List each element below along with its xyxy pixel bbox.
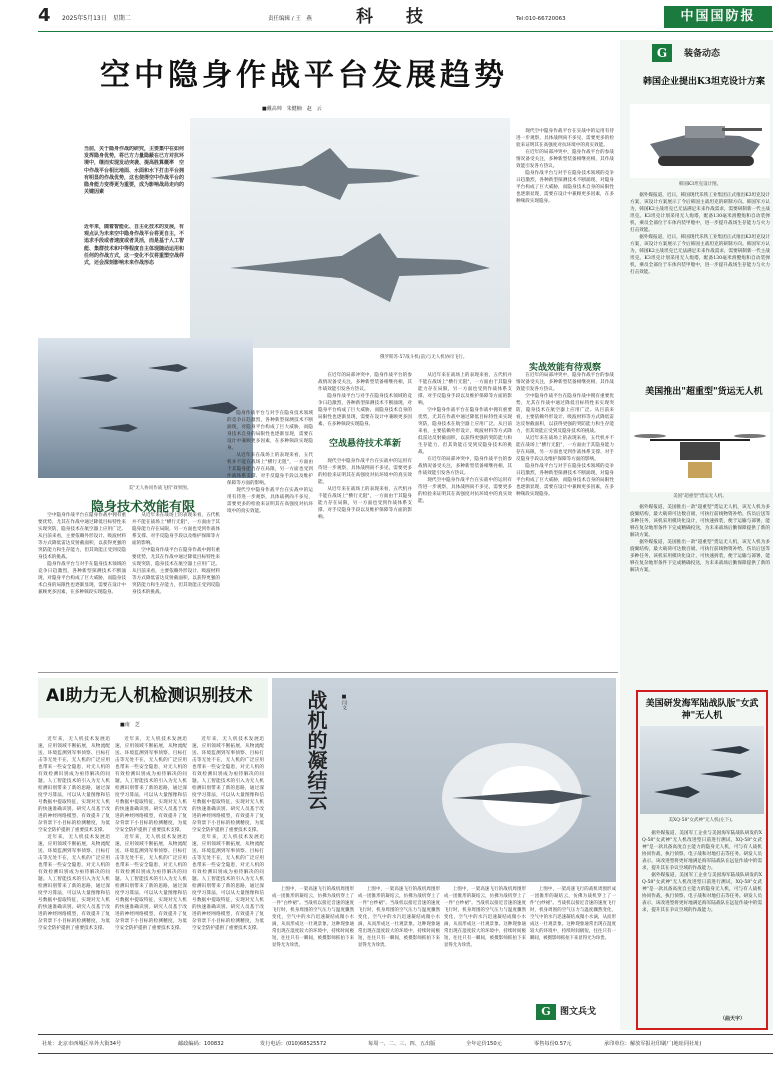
poem-title: 战机的凝结云	[304, 690, 328, 810]
sidebar-item1-text	[630, 192, 770, 378]
para: 从近年来在战场上的表现来看，五代机并不能在战场上"横行无阻"，一方面由于其隐身能力存在局限，另一方面也受到作战体系支撑、对手反隐身手段以及维护保障等方面的影响。	[227, 453, 313, 486]
footer-address: 社址：北京市西城区阜外大街34号	[42, 1041, 122, 1047]
para: 从近年来在战场上的表现来看，五代机并不能在战场上"横行无阻"，一方面由于其隐身能力存在局限，另一方面也受到作战体系支撑、对手反隐身手段以及维护保障等方面的影响。	[132, 513, 220, 546]
poem-col-2	[358, 886, 440, 1026]
para: 近年来，无人机技术发展迅速，应用领域不断拓展，从物流配送、环境监测到军事侦察、目标打击等无处不在，无人机的广泛应用也带来一些安全隐患，对无人机的有效检测识别成为亟待解决的问题。人工智能技术的引入为无人机检测识别带来了新的思路，通过深度学习算法，可以从大量图像和信号数据中提取特征，实现对无人机的快速准确识别。研究人员基于改进的神经网络模型，有效提升了复杂背景下小目标的检测精度，为低空安全防护提供了重要技术支撑。	[115, 737, 187, 833]
drone-icons	[38, 338, 253, 478]
para: 从近年来在战场上的表现来看，五代机并不能在战场上"横行无阻"，一方面由于其隐身能力存在局限，另一方面也受到作战体系支撑、对手反隐身手段以及维护保障等方面的影响。	[318, 487, 412, 520]
para: 在近年的局部冲突中，隐身作战平台的参战情况备受关注，多种新型装备相继亮相，其作战效能引发各方热议。	[418, 457, 512, 476]
section-heading-3: 空战悬待技术革新	[328, 439, 401, 449]
para: 空中隐身作战平台在隐身作战中拥有重要优势，尤其在作战中通过降低目标特性来实现突防，隐身技术在航空器上应用广泛。从目前来看，主要依赖外形设计、吸波材料等方式降低雷达反射截面积，以获得更强的突防能力和生存能力，但其效能正受到反隐身技术的挑战。	[418, 408, 512, 455]
caption-k3: 韩国K3坦克设计图。	[678, 182, 722, 187]
footer-retail: 零售每份0.57元	[534, 1041, 572, 1047]
para: 据外媒报道，美国推出一款"超重型"货运无人机，该无人机为多旋翼结构，最大载荷可达数百磅，可执行前线物资补给、伤员后送等多种任务，该机采用模块化设计，可快速拆装，便于运输与部署，能够在复杂地形条件下完成精确投送，为未来战场后勤保障提供了新的解决方案。	[630, 505, 770, 538]
g-logo-icon: G	[652, 44, 672, 62]
para: 隐身作战平台与对手在隐身技术领域的竞争日趋激烈，各种新型探测技术不断涌现，对隐身平台构成了巨大威胁，而隐身技术自身的局限性也逐渐显现，需要在设计中兼顾更多因素，在多种频段实现隐身。	[227, 411, 313, 451]
para: 上图中，一架高速飞行的战机周围形成一团锥形的凝结云，仿佛为战机穿上了一件"白纱裙"。当战机以接近音速的速度飞行时，机身周围的空气压力与温度骤然变化，空气中的水汽迅速凝结成微小水滴，从而形成这一壮观景象。这种现象通常出现在湿度较大的环境中，持续时间极短，往往只有一瞬间，被摄影师抓拍下来显得尤为珍贵。	[358, 887, 440, 948]
tuwen-bingge-label	[536, 1002, 616, 1024]
para: 现代空中隐身作战平台在实战中的运用有待进一步观察，具体战例尚不多见，需要更多的检验来证明其在高强度对抗环境中的真实效能。	[418, 478, 512, 504]
ai-article-byline: ■南 芝	[120, 722, 140, 728]
ai-article-title: AI助力无人机检测识别技术	[46, 686, 253, 706]
para: 据外媒报道，美国军工企业与美国海军陆战队研发的XQ-58"女武神"无人机改进型日前进行测试，XQ-58"女武神"是一款具备高度自主能力的隐身无人机，可与有人战机协同作战，执行侦察、电子战和对地打击等任务。研发人员表示，该改进型将更好地满足海军陆战队在远征作战中的需求，提升其在争议空域的作战能力。	[642, 873, 762, 913]
para: 近年来，无人机技术发展迅速，应用领域不断拓展，从物流配送、环境监测到军事侦察、目标打击等无处不在，无人机的广泛应用也带来一些安全隐患，对无人机的有效检测识别成为亟待解决的问题。人工智能技术的引入为无人机检测识别带来了新的思路，通过深度学习算法，可以从大量图像和信号数据中提取特征，实现对无人机的快速准确识别。研究人员基于改进的神经网络模型，有效提升了复杂背景下小目标的检测精度，为低空安全防护提供了重要技术支撑。	[192, 737, 264, 833]
tank-icon	[630, 104, 770, 178]
footer-schedule: 每周一、二、三、四、五出版	[368, 1041, 436, 1047]
drone-swarm-photo	[38, 338, 253, 478]
para: 近年来，无人机技术发展迅速，应用领域不断拓展，从物流配送、环境监测到军事侦察、目标打击等无处不在，无人机的广泛应用也带来一些安全隐患，对无人机的有效检测识别成为亟待解决的问题。人工智能技术的引入为无人机检测识别带来了新的思路，通过深度学习算法，可以从大量图像和信号数据中提取特征，实现对无人机的快速准确识别。研究人员基于改进的神经网络模型，有效提升了复杂背景下小目标的检测精度，为低空安全防护提供了重要技术支撑。	[192, 835, 264, 931]
g-logo-icon: G	[536, 1004, 556, 1020]
para: 空中隐身作战平台在隐身作战中拥有重要优势，尤其在作战中通过降低目标特性来实现突防，隐身技术在航空器上应用广泛。从目前来看，主要依赖外形设计、吸波材料等方式降低雷达反射截面积，以获得更强的突防能力和生存能力，但其效能正受到反隐身技术的挑战。	[516, 394, 614, 434]
editor: 责任编辑 / 王 燕	[268, 16, 312, 22]
main-col-2	[132, 512, 220, 664]
para: 据外媒报道，美国军工企业与美国海军陆战队研发的XQ-58"女武神"无人机改进型日前进行测试，XQ-58"女武神"是一款具备高度自主能力的隐身无人机，可与有人战机协同作战，执行侦察、电子战和对地打击等任务。研发人员表示，该改进型将更好地满足海军陆战队在远征作战中的需求，提升其在争议空域的作战能力。	[642, 831, 762, 871]
para: 隐身作战平台与对手在隐身技术领域的竞争日趋激烈，各种新型探测技术不断涌现，对隐身平台构成了巨大威胁，而隐身技术自身的局限性也逐渐显现，需要在设计中兼顾更多因素，在多种频段实现隐身。	[318, 394, 412, 427]
poem-col-4	[530, 886, 616, 996]
page-header	[38, 6, 773, 32]
page-number: 4	[38, 5, 51, 26]
main-intro-2: 近年来，随着智能化、自主化技术的发展，有观点认为未来空中隐身作战平台将更自主，不追求手段或者速度或者灵活，而是基于人工智能、集群技术和中等程度自主体现随动运用和任何的作战方式，这一变化不仅将重塑空战样式，还会深刻影响未来作战形态	[84, 224, 184, 267]
editor-tel: Tel:010-66720063	[516, 16, 566, 22]
ai-col-2	[115, 736, 187, 1026]
para: 从近年来在战场上的表现来看，五代机并不能在战场上"横行无阻"，一方面由于其隐身能力存在局限，另一方面也受到作战体系支撑、对手反隐身手段以及维护保障等方面的影响。	[516, 436, 614, 462]
para: 隐身作战平台与对手在隐身技术领域的竞争日趋激烈，各种新型探测技术不断涌现，对隐身平台构成了巨大威胁，而隐身技术自身的局限性也逐渐显现，需要在设计中兼顾更多因素，在多种频段实现隐身。	[516, 464, 614, 497]
main-col-5	[418, 372, 512, 664]
para: 上图中，一架高速飞行的战机周围形成一团锥形的凝结云，仿佛为战机穿上了一件"白纱裙"。当战机以接近音速的速度飞行时，机身周围的空气压力与温度骤然变化，空气中的水汽迅速凝结成微小水滴，从而形成这一壮观景象。这种现象通常出现在湿度较大的环境中，持续时间极短，往往只有一瞬间，被摄影师抓拍下来显得尤为珍贵。	[272, 887, 354, 948]
para: 据外媒报道，美国推出一款"超重型"货运无人机，该无人机为多旋翼结构，最大载荷可达数百磅，可执行前线物资补给、伤员后送等多种任务，该机采用模块化设计，可快速拆装，便于运输与部署，能够在复杂地形条件下完成精确投送，为未来战场后勤保障提供了新的解决方案。	[630, 540, 770, 573]
caption-cargo-drone: 美国"超重型"货运无人机。	[673, 494, 727, 499]
newspaper-logo: 中国国防报	[664, 6, 772, 28]
caption-su57: 俄罗斯苏-57战斗机(前)与无人机协同飞行。	[380, 355, 468, 360]
caption-drones: 美"无人协同作战飞机"效果图。	[128, 486, 192, 491]
para: 现代空中隐身作战平台在实战中的运用有待进一步观察，具体战例尚不多见，需要更多的检验来证明其在高强度对抗环境中的真实效能。	[318, 459, 412, 485]
page-footer	[38, 1034, 773, 1054]
sidebar-item2-text	[630, 504, 770, 684]
sidebar-section-title: 装备动态	[684, 49, 721, 59]
footer-tel: 发行电话：(010)68525572	[260, 1041, 327, 1047]
para: 现代空中隐身作战平台在实战中的运用有待进一步观察，具体战例尚不多见，需要更多的检验来证明其在高强度对抗环境中的真实效能。	[516, 129, 614, 148]
section-heading-2: 实战效能有待观察	[528, 363, 601, 373]
para: 隐身作战平台与对手在隐身技术领域的竞争日趋激烈，各种新型探测技术不断涌现，对隐身平台构成了巨大威胁，而隐身技术自身的局限性也逐渐显现，需要在设计中兼顾更多因素，在多种频段实现隐身。	[38, 562, 126, 595]
k3-tank-image	[630, 104, 770, 178]
sidebar-item1-title: 韩国企业提出K3坦克设计方案	[642, 77, 766, 87]
ai-col-1	[38, 736, 110, 1026]
issue-date: 2025年5月13日 星期二	[62, 15, 131, 22]
main-article-byline: ■戴高帅 朱健楠 赵 云	[262, 106, 322, 112]
footer-printer: 承印单位：解放军报社印刷厂(地址同社址)	[604, 1041, 702, 1047]
main-article-title: 空中隐身作战平台发展趋势	[100, 58, 508, 93]
para: 空中隐身作战平台在隐身作战中拥有重要优势，尤其在作战中通过降低目标特性来实现突防，隐身技术在航空器上应用广泛。从目前来看，主要依赖外形设计、吸波材料等方式降低雷达反射截面积，以获得更强的突防能力和生存能力，但其效能正受到反隐身技术的挑战。	[132, 548, 220, 595]
valkyrie-image	[640, 726, 764, 814]
su57-photo	[190, 118, 510, 348]
main-col-1	[38, 512, 126, 664]
fighter-jets-illustration	[190, 118, 510, 348]
para: 近年来，无人机技术发展迅速，应用领域不断拓展，从物流配送、环境监测到军事侦察、目标打击等无处不在，无人机的广泛应用也带来一些安全隐患，对无人机的有效检测识别成为亟待解决的问题。人工智能技术的引入为无人机检测识别带来了新的思路，通过深度学习算法，可以从大量图像和信号数据中提取特征，实现对无人机的快速准确识别。研究人员基于改进的神经网络模型，有效提升了复杂背景下小目标的检测精度，为低空安全防护提供了重要技术支撑。	[38, 835, 110, 931]
para: 据外媒报道，近日，韩国现代乐铁工业集团正式推出K3坦克设计方案，该设计方案展示了今后韩国主战坦克的研制方向。韩国军方认为，韩国K2主战坦克已无法满足未来作战需求，需要研制新一代主战坦克。K3坦克计划采用无人炮塔，配备130毫米滑膛炮和自动装弹机，乘员全部位于车体内装甲舱中，进一步提升战场生存能力与火力打击效能。	[630, 193, 770, 233]
ai-col-3	[192, 736, 264, 1026]
poem-col-1	[272, 886, 354, 1026]
para: 近年来，无人机技术发展迅速，应用领域不断拓展，从物流配送、环境监测到军事侦察、目标打击等无处不在，无人机的广泛应用也带来一些安全隐患，对无人机的有效检测识别成为亟待解决的问题。人工智能技术的引入为无人机检测识别带来了新的思路，通过深度学习算法，可以从大量图像和信号数据中提取特征，实现对无人机的快速准确识别。研究人员基于改进的神经网络模型，有效提升了复杂背景下小目标的检测精度，为低空安全防护提供了重要技术支撑。	[38, 737, 110, 833]
valkyrie-drones-icon	[640, 726, 764, 814]
main-intro: 当前，关于隐身作战的研究，主要集中在如何发挥隐身优势，将已方力量隐蔽在已方对抗环境中，继而实现发动突袭、提高胜算概率 空中作战平台相比地面、水面和水下打击平台拥有明显的作战优势，这也使得空中作战平台的隐身能力变得更为重要，成为影响战局走向的关键因素	[84, 146, 184, 196]
footer-postcode: 邮政编码：100832	[178, 1041, 224, 1047]
main-col-6	[516, 128, 614, 350]
para: 上图中，一架高速飞行的战机周围形成一团锥形的凝结云，仿佛为战机穿上了一件"白纱裙"。当战机以接近音速的速度飞行时，机身周围的空气压力与温度骤然变化，空气中的水汽迅速凝结成微小水滴，从而形成这一壮观景象。这种现象通常出现在湿度较大的环境中，持续时间极短，往往只有一瞬间，被摄影师抓拍下来显得尤为珍贵。	[444, 887, 526, 948]
cargo-drone-image	[630, 412, 770, 492]
main-col-3	[227, 410, 313, 665]
para: 上图中，一架高速飞行的战机周围形成一团锥形的凝结云，仿佛为战机穿上了一件"白纱裙"。当战机以接近音速的速度飞行时，机身周围的空气压力与温度骤然变化，空气中的水汽迅速凝结成微小水滴，从而形成这一壮观景象。这种现象通常出现在湿度较大的环境中，持续时间极短，往往只有一瞬间，被摄影师抓拍下来显得尤为珍贵。	[530, 887, 616, 941]
footer-price: 全年定价150元	[466, 1041, 502, 1047]
para: 据外媒报道，近日，韩国现代乐铁工业集团正式推出K3坦克设计方案，该设计方案展示了今后韩国主战坦克的研制方向。韩国军方认为，韩国K2主战坦克已无法满足未来作战需求，需要研制新一代主战坦克。K3坦克计划采用无人炮塔，配备130毫米滑膛炮和自动装弹机，乘员全部位于车体内装甲舱中，进一步提升战场生存能力与火力打击效能。	[630, 235, 770, 275]
section-heading-1: 隐身技术效能有限	[90, 500, 195, 515]
sidebar-item3-author: （曲天宇）	[720, 1016, 746, 1022]
tuwen-bingge-text: 图文兵戈	[560, 1007, 597, 1017]
main-col-7	[516, 372, 614, 664]
section-title: 科 技	[356, 7, 431, 27]
main-col-4	[318, 372, 412, 664]
para: 近年来，无人机技术发展迅速，应用领域不断拓展，从物流配送、环境监测到军事侦察、目标打击等无处不在，无人机的广泛应用也带来一些安全隐患，对无人机的有效检测识别成为亟待解决的问题。人工智能技术的引入为无人机检测识别带来了新的思路，通过深度学习算法，可以从大量图像和信号数据中提取特征，实现对无人机的快速准确识别。研究人员基于改进的神经网络模型，有效提升了复杂背景下小目标的检测精度，为低空安全防护提供了重要技术支撑。	[115, 835, 187, 931]
sidebar-item3-text	[642, 830, 762, 1014]
caption-valkyrie: 美XQ-58"女武神"无人机(左下)。	[668, 818, 736, 823]
sidebar-item2-title: 美国推出"超重型"货运无人机	[645, 387, 763, 397]
para: 空中隐身作战平台在隐身作战中拥有重要优势，尤其在作战中通过降低目标特性来实现突防，隐身技术在航空器上应用广泛。从目前来看，主要依赖外形设计、吸波材料等方式降低雷达反射截面积，以获得更强的突防能力和生存能力，但其效能正受到反隐身技术的挑战。	[38, 513, 126, 560]
para: 隐身作战平台与对手在隐身技术领域的竞争日趋激烈，各种新型探测技术不断涌现，对隐身平台构成了巨大威胁，而隐身技术自身的局限性也逐渐显现，需要在设计中兼顾更多因素，在多种频段实现隐身。	[516, 171, 614, 204]
sidebar-item3-title: 美国研发海军陆战队版"女武神"无人机	[645, 699, 759, 721]
poem-author: ■闫文	[341, 694, 347, 710]
poem-col-3	[444, 886, 526, 1026]
para: 在近年的局部冲突中，隐身作战平台的参战情况备受关注，多种新型装备相继亮相，其作战效能引发各方热议。	[318, 373, 412, 392]
para: 从近年来在战场上的表现来看，五代机并不能在战场上"横行无阻"，一方面由于其隐身能力存在局限，另一方面也受到作战体系支撑、对手反隐身手段以及维护保障等方面的影响。	[418, 373, 512, 406]
divider	[38, 672, 618, 673]
para: 在近年的局部冲突中，隐身作战平台的参战情况备受关注，多种新型装备相继亮相，其作战效能引发各方热议。	[516, 150, 614, 169]
drone-icon	[630, 412, 770, 492]
para: 在近年的局部冲突中，隐身作战平台的参战情况备受关注，多种新型装备相继亮相，其作战效能引发各方热议。	[516, 373, 614, 392]
para: 现代空中隐身作战平台在实战中的运用有待进一步观察，具体战例尚不多见，需要更多的检验来证明其在高强度对抗环境中的真实效能。	[227, 488, 313, 514]
